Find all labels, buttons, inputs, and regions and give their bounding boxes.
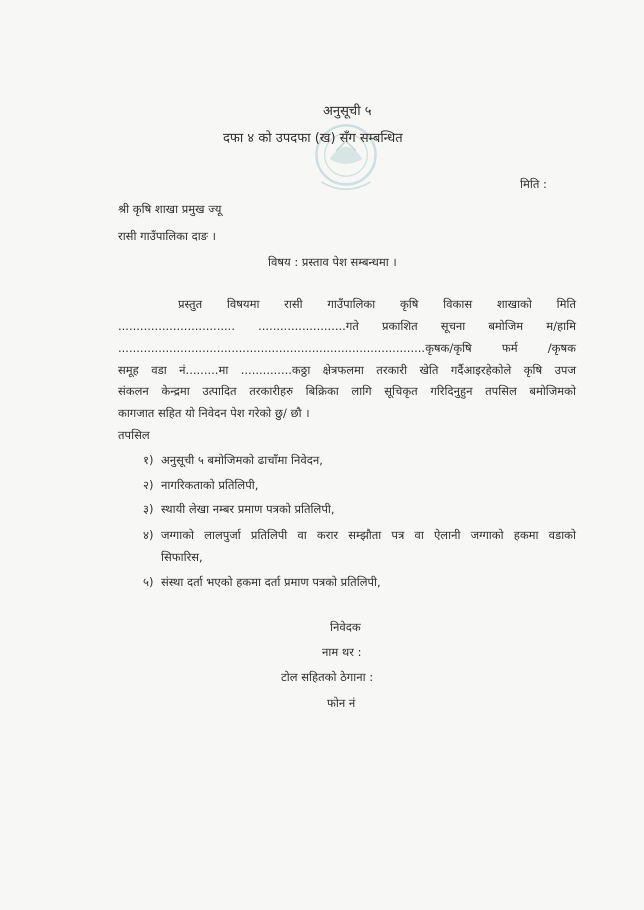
list-item-4-number: ४) xyxy=(143,528,154,542)
tapsil-label: तपसिल xyxy=(118,428,150,442)
list-item-2-number: २) xyxy=(143,478,154,492)
body-line-3: ....................................................................................कृषक/कृषि फर्म /कृषक xyxy=(118,341,576,355)
list-item-4-text: जग्गाको लालपुर्जा प्रतिलिपी वा करार सम्झौता पत्र वा ऐलानी जग्गाको हकमा वडाको xyxy=(161,528,576,542)
list-item-1-text: अनुसूची ५ बमोजिमको ढाचाँमा निवेदन, xyxy=(161,453,323,467)
applicant-address-field: टोल सहितको ठेगाना : xyxy=(281,670,374,684)
recipient-line-2: रासी गाउँपालिका दाङ । xyxy=(118,229,217,243)
body-line-4: समूह वडा नं.........मा ..............कठ्ठा क्षेत्रफलमा तरकारी खेति गर्दैआइरहेकोले कृषि उपज xyxy=(118,363,576,377)
document-title: अनुसूची ५ xyxy=(323,104,372,119)
list-item-1-number: १) xyxy=(143,453,154,467)
list-item-4-text-continued: सिफारिस, xyxy=(161,550,203,564)
date-label: मिति : xyxy=(520,177,547,191)
body-line-2: ................................ ........................गते प्रकाशित सूचना बमोजिम म/हामि xyxy=(118,319,576,333)
applicant-name-field: नाम थर : xyxy=(322,645,362,659)
subject-line: विषय : प्रस्ताव पेश सम्बन्धमा । xyxy=(268,255,397,269)
applicant-label: निवेदक xyxy=(330,620,361,634)
recipient-line-1: श्री कृषि शाखा प्रमुख ज्यू xyxy=(118,202,222,216)
list-item-2-text: नागरिकताको प्रतिलिपी, xyxy=(161,478,259,492)
list-item-5-text: संस्था दर्ता भएको हकमा दर्ता प्रमाण पत्रको प्रतिलिपी, xyxy=(161,575,381,589)
list-item-3-number: ३) xyxy=(143,502,154,516)
body-line-1: प्रस्तुत विषयमा रासी गाउँपालिका कृषि विकास शाखाको मिति xyxy=(178,297,576,311)
document-subtitle: दफा ४ को उपदफा (ख) सँग सम्बन्धित xyxy=(223,131,403,146)
applicant-phone-field: फोन नं xyxy=(327,696,356,710)
body-line-5: संकलन केन्द्रमा उत्पादित तरकारीहरु बिक्रिका लागि सूचिकृत गरिदिनुहुन तपसिल बमोजिमको xyxy=(118,384,576,398)
list-item-5-number: ५) xyxy=(143,575,154,589)
list-item-3-text: स्थायी लेखा नम्बर प्रमाण पत्रको प्रतिलिपी, xyxy=(161,502,335,516)
body-line-6: कागजात सहित यो निवेदन पेश गरेको छु/ छौ । xyxy=(118,406,310,420)
